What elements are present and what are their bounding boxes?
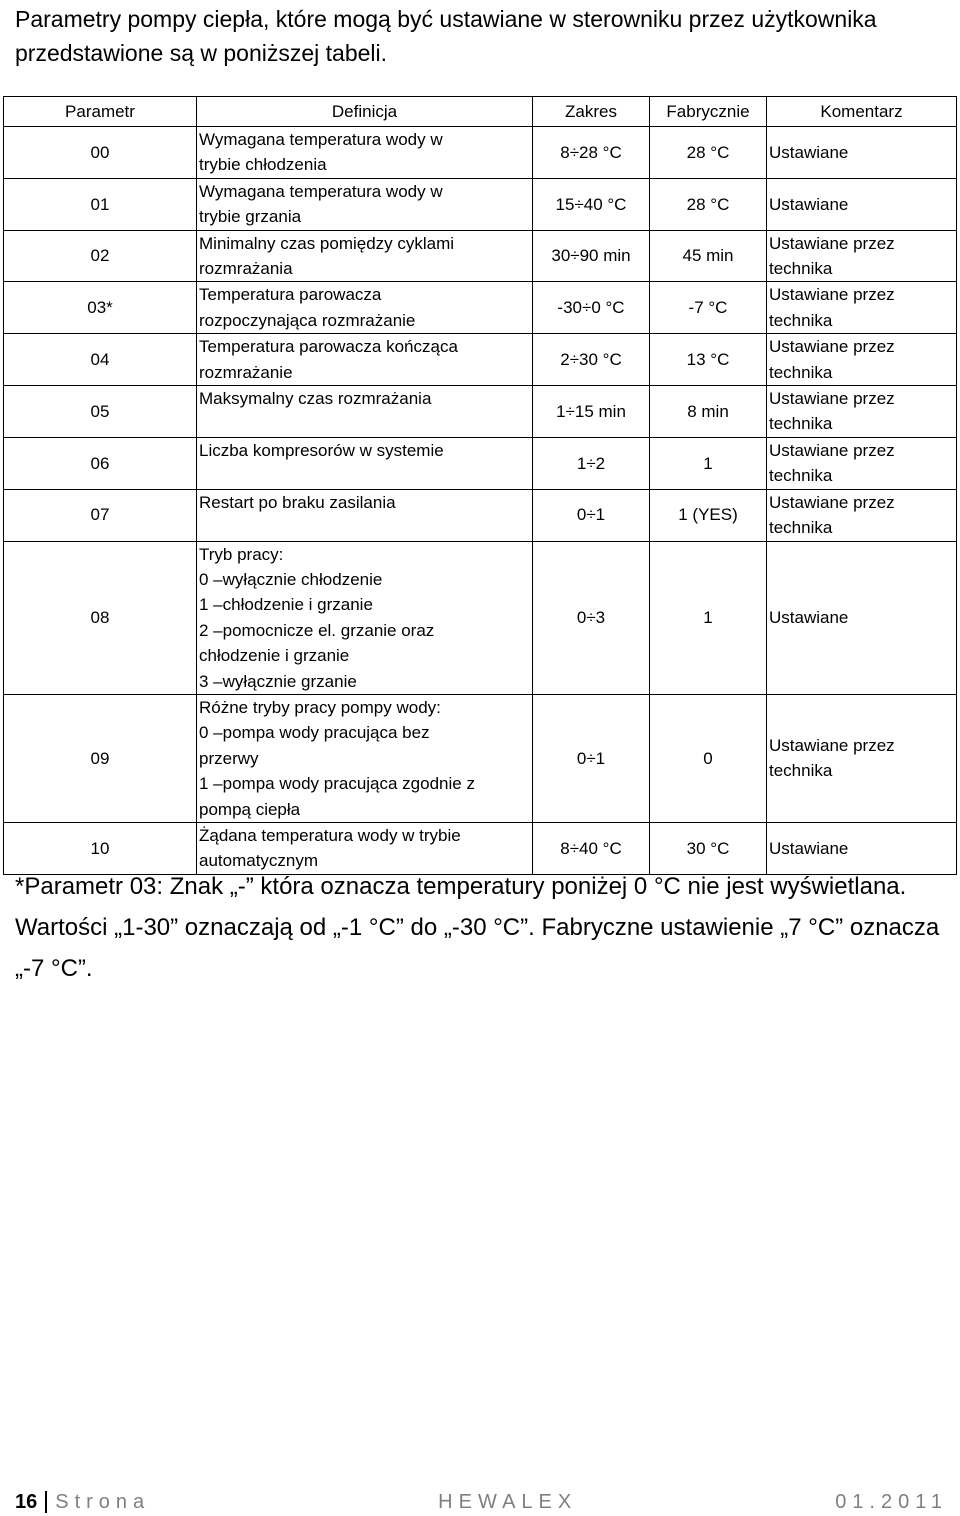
param-definition — [197, 541, 533, 694]
definition-line: Temperatura parowacza — [199, 285, 382, 305]
param-definition — [197, 127, 533, 179]
table-row — [4, 437, 957, 489]
param-comment — [767, 437, 957, 489]
definition-line: trybie grzania — [199, 207, 302, 227]
table-row — [4, 386, 957, 438]
definition-line: trybie chłodzenia — [199, 155, 327, 175]
definition-line: Maksymalny czas rozmrażania — [199, 389, 432, 409]
intro-text: Parametry pompy ciepła, które mogą być ustawiane w sterowniku przez użytkownika przedstawione są w poniższej tabeli. — [15, 6, 877, 66]
param-factory-value: 1 (YES) — [650, 489, 767, 541]
definition-line: 2 –pomocnicze el. grzanie oraz — [199, 620, 435, 640]
comment-line: technika — [769, 761, 833, 781]
header-definicja: Definicja — [197, 97, 533, 127]
param-factory-value: 1 — [650, 541, 767, 694]
param-range: 0÷1 — [533, 489, 650, 541]
definition-line — [199, 411, 530, 436]
definition-line — [199, 515, 530, 540]
definition-line: Tryb pracy: — [199, 544, 284, 564]
table-row — [4, 541, 957, 694]
param-code: 05 — [4, 386, 197, 438]
param-range: 0÷1 — [533, 694, 650, 822]
document-date: 01.2011 — [835, 1490, 948, 1513]
definition-line: rozpoczynająca rozmrażanie — [199, 310, 416, 330]
param-factory-value: 28 °C — [650, 178, 767, 230]
header-zakres: Zakres — [533, 97, 650, 127]
param-code: 03* — [4, 282, 197, 334]
brand-name: HEWALEX — [438, 1490, 578, 1513]
page-number: 16 — [15, 1490, 38, 1513]
comment-line: Ustawiane — [769, 838, 849, 858]
param-code: 06 — [4, 437, 197, 489]
param-comment — [767, 334, 957, 386]
comment-line: technika — [769, 414, 833, 434]
definition-line: 1 –pompa wody pracująca zgodnie z — [199, 774, 475, 794]
header-parametr: Parametr — [4, 97, 197, 127]
param-code: 02 — [4, 230, 197, 282]
definition-line: 0 –wyłącznie chłodzenie — [199, 569, 383, 589]
comment-line: Ustawiane przez — [769, 492, 895, 512]
param-range: -30÷0 °C — [533, 282, 650, 334]
param-factory-value: 8 min — [650, 386, 767, 438]
param-code: 10 — [4, 822, 197, 874]
comment-line: Ustawiane — [769, 608, 849, 628]
page-word: Strona — [55, 1490, 151, 1513]
header-fabrycznie: Fabrycznie — [650, 97, 767, 127]
definition-line: Wymagana temperatura wody w — [199, 181, 443, 201]
param-definition — [197, 230, 533, 282]
parameters-table — [3, 96, 957, 875]
table-header-row — [4, 97, 957, 127]
param-factory-value: 45 min — [650, 230, 767, 282]
param-range: 0÷3 — [533, 541, 650, 694]
comment-line: Ustawiane — [769, 194, 849, 214]
comment-line: technika — [769, 518, 833, 538]
param-definition — [197, 282, 533, 334]
definition-line: automatycznym — [199, 851, 319, 871]
param-range: 1÷15 min — [533, 386, 650, 438]
param-definition — [197, 489, 533, 541]
param-factory-value: -7 °C — [650, 282, 767, 334]
param-comment — [767, 489, 957, 541]
definition-line: Żądana temperatura wody w trybie — [199, 825, 461, 845]
param-definition — [197, 178, 533, 230]
definition-line: Minimalny czas pomiędzy cyklami — [199, 233, 455, 253]
param-range: 15÷40 °C — [533, 178, 650, 230]
definition-line: 0 –pompa wody pracująca bez — [199, 723, 430, 743]
param-comment — [767, 541, 957, 694]
param-code: 01 — [4, 178, 197, 230]
table-row — [4, 694, 957, 822]
param-range: 2÷30 °C — [533, 334, 650, 386]
definition-line: rozmrażanie — [199, 362, 293, 382]
header-komentarz: Komentarz — [767, 97, 957, 127]
comment-line: Ustawiane przez — [769, 233, 895, 253]
comment-line: Ustawiane przez — [769, 285, 895, 305]
definition-line: przerwy — [199, 748, 259, 768]
param-comment — [767, 178, 957, 230]
definition-line: pompą ciepła — [199, 799, 301, 819]
table-row — [4, 230, 957, 282]
param-comment — [767, 694, 957, 822]
definition-line: Restart po braku zasilania — [199, 492, 396, 512]
param-definition — [197, 386, 533, 438]
definition-line: Liczba kompresorów w systemie — [199, 440, 444, 460]
param-definition — [197, 334, 533, 386]
table-row — [4, 127, 957, 179]
table-row — [4, 178, 957, 230]
param-range: 30÷90 min — [533, 230, 650, 282]
param-factory-value: 1 — [650, 437, 767, 489]
param-factory-value: 30 °C — [650, 822, 767, 874]
param-factory-value: 28 °C — [650, 127, 767, 179]
param-comment — [767, 386, 957, 438]
comment-line: technika — [769, 466, 833, 486]
comment-line: technika — [769, 310, 833, 330]
definition-line: 1 –chłodzenie i grzanie — [199, 595, 373, 615]
table-row — [4, 282, 957, 334]
param-code: 08 — [4, 541, 197, 694]
definition-line: Różne tryby pracy pompy wody: — [199, 697, 441, 717]
comment-line: technika — [769, 259, 833, 279]
comment-line: Ustawiane przez — [769, 440, 895, 460]
param-range: 8÷40 °C — [533, 822, 650, 874]
param-factory-value: 13 °C — [650, 334, 767, 386]
footnote-parametr-03: *Parametr 03: Znak „-” która oznacza temperatury poniżej 0 °C nie jest wyświetlana. Wartości „1-30” oznaczają od „-1 °C” do „-30 °C”. Fabryczne ustawienie „7 °C” oznacza „-7 °C”. — [15, 873, 940, 982]
definition-line: rozmrażania — [199, 259, 293, 279]
page-footer — [15, 1488, 948, 1516]
param-range: 1÷2 — [533, 437, 650, 489]
param-definition — [197, 437, 533, 489]
param-comment — [767, 230, 957, 282]
param-range: 8÷28 °C — [533, 127, 650, 179]
definition-line: 3 –wyłącznie grzanie — [199, 671, 357, 691]
comment-line: Ustawiane przez — [769, 736, 895, 756]
comment-line: Ustawiane przez — [769, 389, 895, 409]
definition-line: Temperatura parowacza kończąca — [199, 337, 458, 357]
param-code: 09 — [4, 694, 197, 822]
comment-line: Ustawiane — [769, 142, 849, 162]
definition-line: Wymagana temperatura wody w — [199, 130, 443, 149]
param-code: 07 — [4, 489, 197, 541]
comment-line: Ustawiane przez — [769, 337, 895, 357]
param-comment — [767, 282, 957, 334]
param-comment — [767, 127, 957, 179]
param-definition — [197, 694, 533, 822]
param-code: 04 — [4, 334, 197, 386]
param-code: 00 — [4, 127, 197, 179]
definition-line: chłodzenie i grzanie — [199, 646, 350, 666]
footer-divider — [45, 1491, 47, 1513]
param-factory-value: 0 — [650, 694, 767, 822]
definition-line — [199, 463, 530, 488]
table-row — [4, 489, 957, 541]
table-row — [4, 334, 957, 386]
table-body — [4, 127, 957, 875]
comment-line: technika — [769, 362, 833, 382]
